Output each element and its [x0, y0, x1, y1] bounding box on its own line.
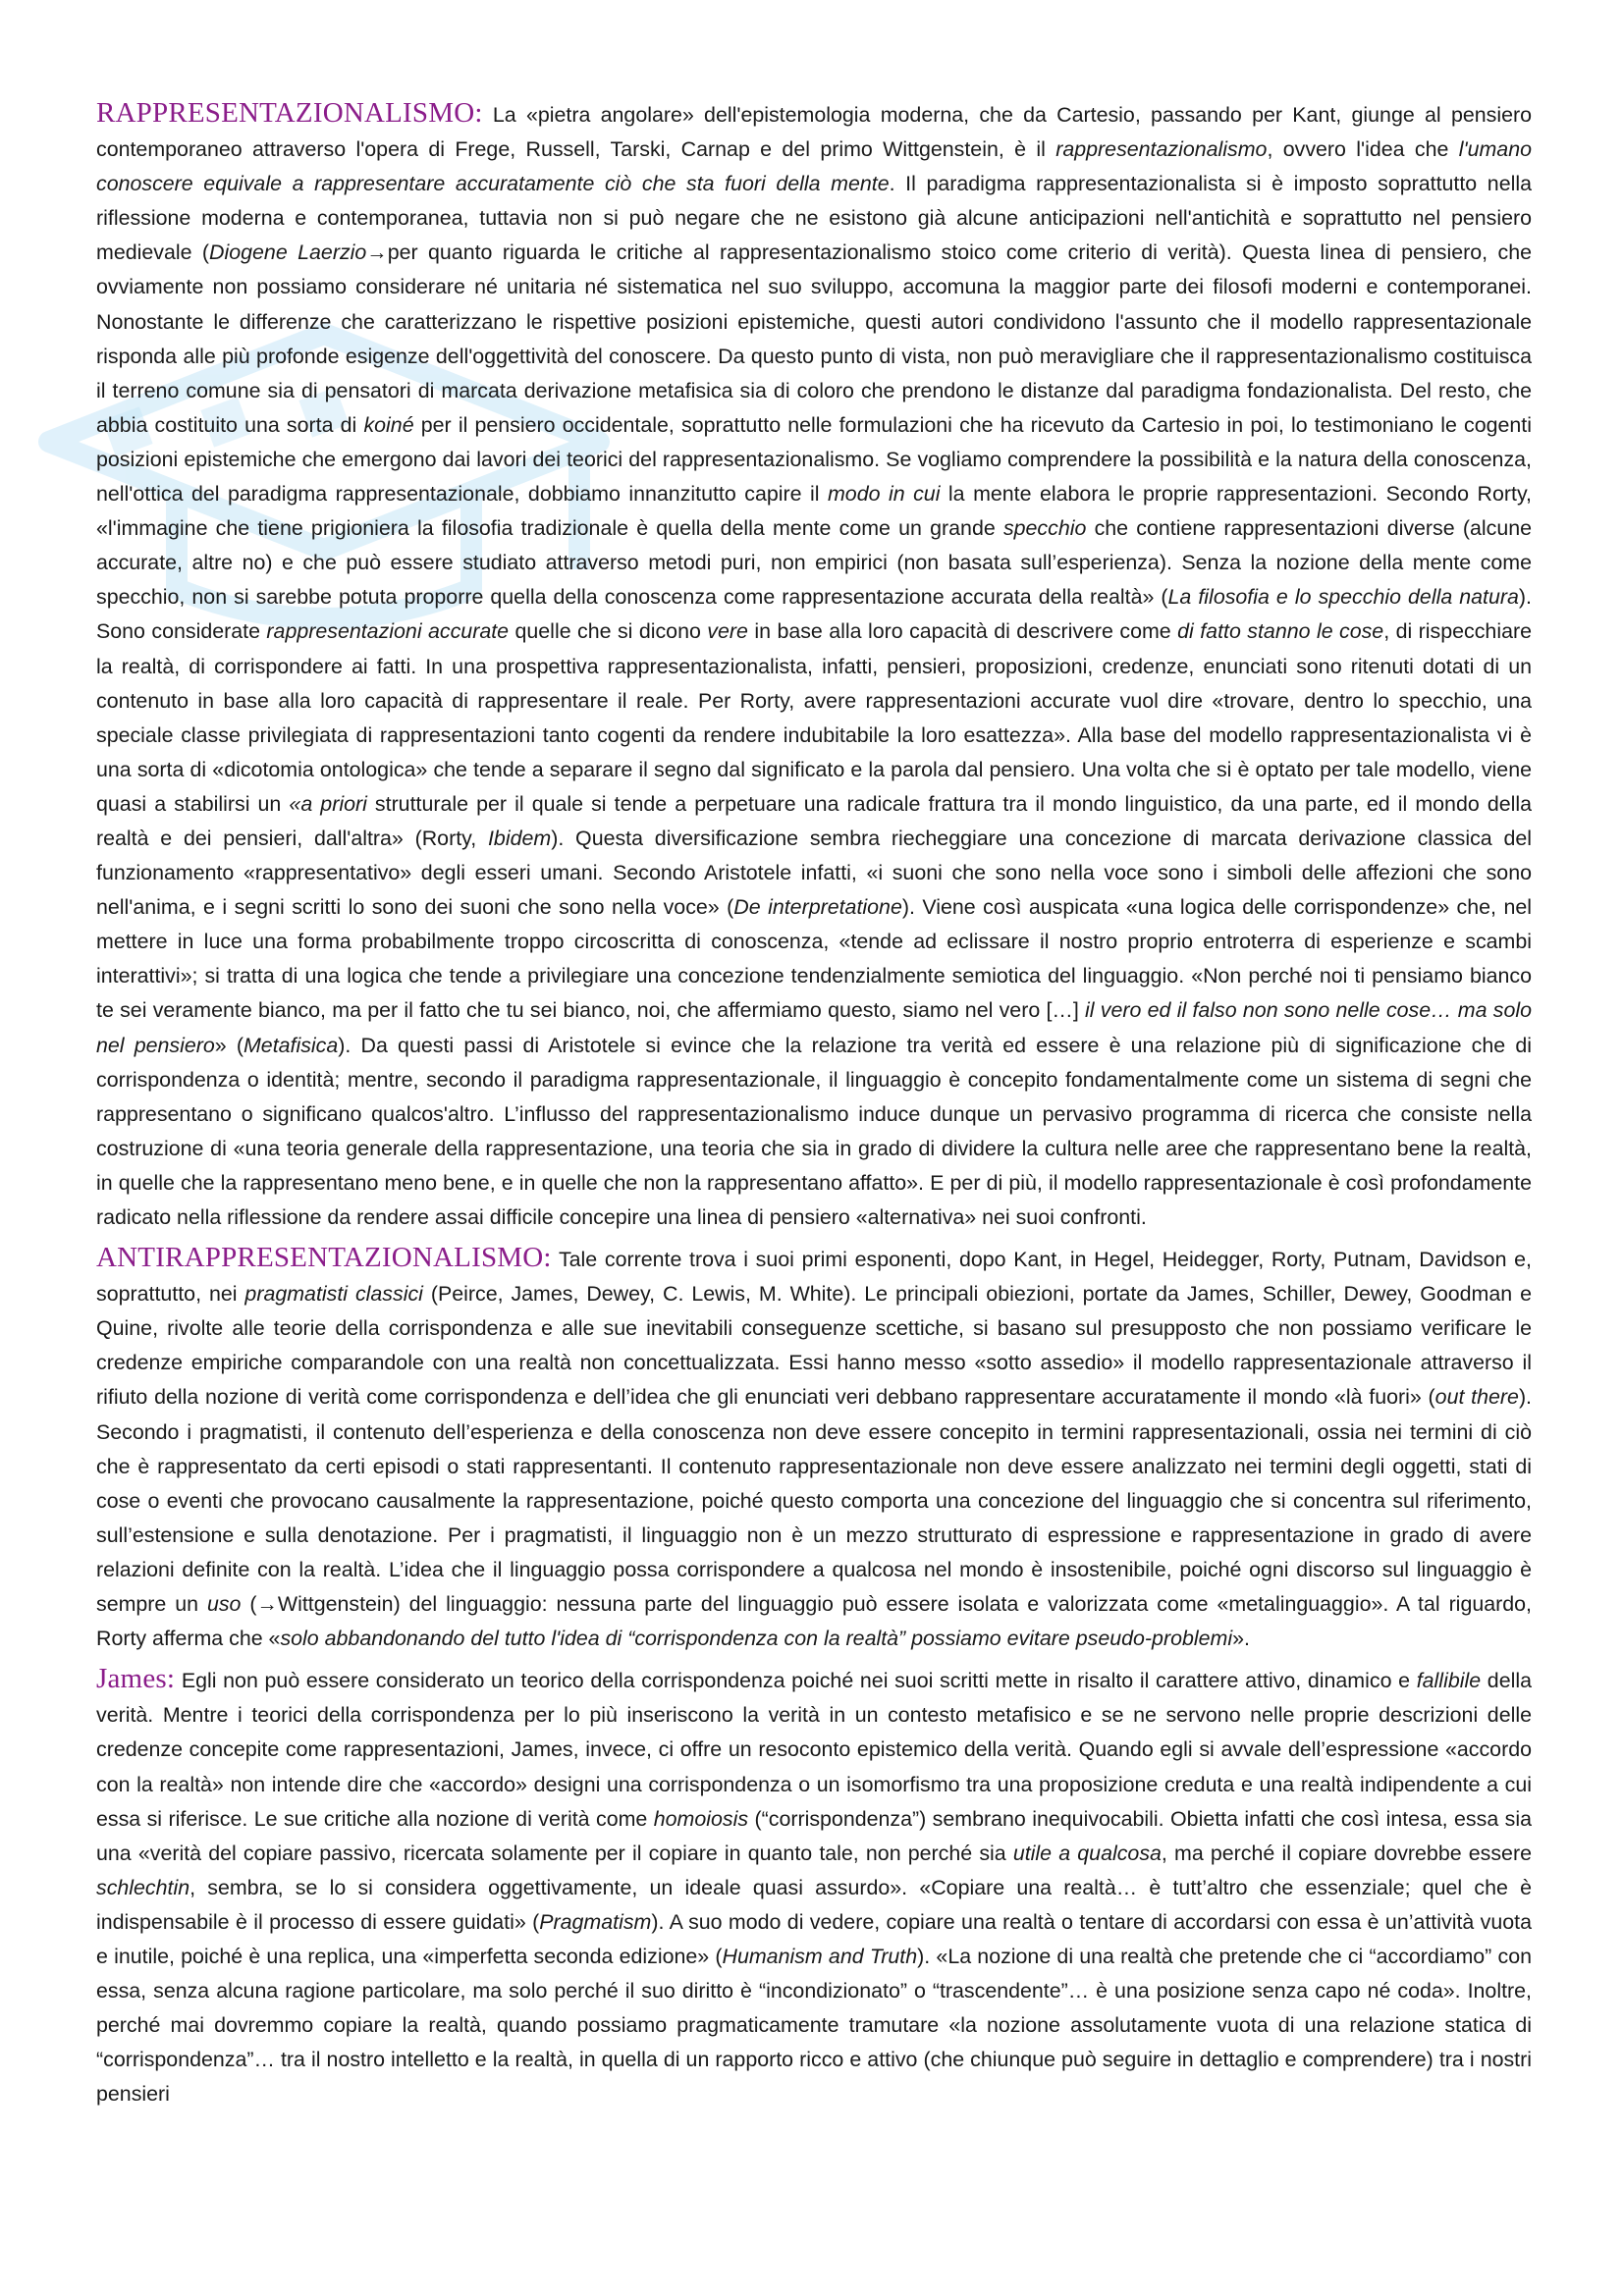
text-run: , sembra, se lo si considera oggettivamente, un ideale quasi assurdo». «Copiare una realtà… è tutt’altro che essenziale; quel che è indispensabile è il processo di essere guidati» ( [96, 1875, 1532, 1934]
section-rappresentazionalismo [96, 96, 1532, 1235]
text-run: (“corrispondenza”) sembrano inequivocabili. Obietta infatti che così intesa, essa sia una «verità del copiare passivo, ricercata solamente per il copiare in quanto tale, non perché sia [96, 1806, 1532, 1865]
text-run: , di rispecchiare la realtà, di corrispondere ai fatti. In una prospettiva rappresentazionalista, infatti, pensieri, proposizioni, credenze, enunciati sono ritenuti dotati di un contenuto in base alla loro capacità di rappresentare il reale. Per Rorty, avere rappresentazioni accurate vuol dire «trovare, dentro lo specchio, una speciale classe privilegiata di rappresentazioni tanto cogenti da rendere indubitabile la loro esattezza». Alla base del modello rappresentazionalista vi è una sorta di «dicotomia ontologica» che tende a separare il segno dal significato e la parola dal pensiero. Una volta che si è optato per tale modello, viene quasi a stabilirsi un [96, 619, 1532, 816]
text-run: ). Questa diversificazione sembra riecheggiare una concezione di marcata derivazione classica del funzionamento «rappresentativo» degli esseri umani. Secondo Aristotele infatti, «i suoni che sono nella voce sono i simboli delle affezioni che sono nell'anima, e i segni scritti lo sono dei suoni che sono nella voce» ( [96, 826, 1532, 920]
section-james [96, 1662, 1532, 2111]
text-run: ). Da questi passi di Aristotele si evince che la relazione tra verità ed essere è una relazione più di significazione che di corrispondenza o identità; mentre, secondo il paradigma rappresentazionale, il linguaggio è concepito fondamentalmente come un sistema di segni che rappresentano o significano qualcos'altro. L’influsso del rappresentazionalismo induce dunque un pervasivo programma di ricerca che consiste nella costruzione di «una teoria generale della rappresentazione, una teoria che sia in grado di dividere la cultura nelle aree che rappresentano bene la realtà, in quelle che la rappresentano meno bene, e in quelle che non la rappresentano affatto». E per di più, il modello rappresentazionale è così profondamente radicato nella riflessione da rendere assai difficile concepire una linea di pensiero «alternativa» nei suoi confronti. [96, 1033, 1532, 1229]
text-run: la mente elabora le proprie rappresentazioni. Secondo Rorty, «l'immagine che tiene prigioniera la filosofia tradizionale è quella della mente come un grande [96, 482, 1532, 541]
text-run: che contiene rappresentazioni diverse (alcune accurate, altre no) e che può essere studiato attraverso metodi puri, non empirici (non basata sull’esperienza). Senza la nozione della mente come specchio, non si sarebbe potuta proporre quella della conoscenza come rappresentazione accurata della realtà» ( [96, 516, 1533, 610]
text-run: ). Secondo i pragmatisti, il contenuto dell’esperienza e della conoscenza non deve essere concepito in termini rappresentazionali, ossia nei termini di ciò che è rappresentato da certi episodi o stati rappresentanti. Il contenuto rappresentazionale non deve essere analizzato nei termini degli oggetti, stati di cose o eventi che provocano causalmente la rappresentazione, poiché questo comporta una concezione del linguaggio che si concentra sul riferimento, sull’estensione e sulla denotazione. Per i pragmatisti, il linguaggio non è un mezzo strutturato di espressione e rappresentazione in grado di avere relazioni definite con la realtà. L’idea che il linguaggio possa corrispondere a qualcosa nel mondo è insostenibile, poiché ogni discorso sul linguaggio è sempre un [96, 1385, 1533, 1617]
italic-text-run: out there [1434, 1385, 1519, 1410]
italic-text-run: fallibile [1416, 1669, 1482, 1693]
section-heading: RAPPRESENTAZIONALISMO: [96, 97, 483, 129]
italic-text-run: specchio [1002, 516, 1087, 541]
italic-text-run: «a priori [289, 791, 367, 816]
text-run: strutturale per il quale si tende a perpetuare una radicale frattura tra il mondo linguistico, da una parte, ed il mondo della realtà e dei pensieri, dall'altra» (Rorty, [96, 791, 1533, 850]
text-run: . Il paradigma rappresentazionalista si è imposto soprattutto nella riflessione moderna e contemporanea, tuttavia non si può negare che ne esistono già alcune anticipazioni nell'antichità e soprattutto nel pensiero medievale ( [96, 172, 1532, 265]
document-body [96, 96, 1532, 2111]
italic-text-run: rappresentazionalismo [1055, 137, 1268, 162]
italic-text-run: di fatto stanno le cose [1177, 619, 1384, 644]
text-run: ). Sono considerate [96, 585, 1532, 644]
italic-text-run: modo in cui [827, 482, 941, 507]
section-heading: James: [96, 1663, 176, 1695]
italic-text-run: utile a qualcosa [1012, 1841, 1162, 1865]
italic-text-run: homoiosis [653, 1806, 749, 1831]
italic-text-run: uso [206, 1592, 242, 1617]
text-run: La «pietra angolare» dell'epistemologia moderna, che da Cartesio, passando per Kant, giunge al pensiero contemporaneo attraverso l'opera di Frege, Russell, Tarski, Carnap e del primo Wittgenstein, è il [96, 103, 1532, 162]
italic-text-run: pragmatisti classici [244, 1282, 423, 1307]
text-run: (Peirce, James, Dewey, C. Lewis, M. White). Le principali obiezioni, portate da James, Schiller, Dewey, Goodman e Quine, rivolte alle teorie della corrispondenza e alle sue inevitabili conseguenze scettiche, si basano sul presupposto che non possiamo verificare le credenze empiriche comparandole con una realtà non concettualizzata. Essi hanno messo «sotto assedio» il modello rappresentazionale attraverso il rifiuto della nozione di verità come corrispondenza e dell’idea che gli enunciati veri debbano rappresentare accuratamente il mondo «là fuori» ( [96, 1282, 1532, 1410]
section-antirappresentazionalismo [96, 1241, 1532, 1656]
text-run: » ( [214, 1033, 243, 1057]
text-run: per il pensiero occidentale, soprattutto nelle formulazioni che ha ricevuto da Cartesio in poi, lo testimoniano le cogenti posizioni epistemiche che emergono dai lavori dei teorici del rappresentazionalismo. Se vogliamo comprendere la possibilità e la natura della conoscenza, nell'ottica del paradigma rappresentazionale, dobbiamo innanzitutto capire il [96, 412, 1532, 507]
italic-text-run: vere [707, 619, 748, 644]
italic-text-run: Pragmatism [539, 1909, 652, 1934]
italic-text-run: La filosofia e lo specchio della natura [1167, 585, 1519, 610]
italic-text-run: l'umano conoscere equivale a rappresentare accuratamente ciò che sta fuori della mente [96, 137, 1532, 196]
italic-text-run: il vero ed il falso non sono nelle cose… ma solo nel pensiero [96, 998, 1532, 1057]
italic-text-run: rappresentazioni accurate [266, 619, 510, 644]
text-run: Egli non può essere considerato un teorico della corrispondenza poiché nei suoi scritti mette in risalto il carattere attivo, dinamico e [175, 1669, 1417, 1693]
section-heading: ANTIRAPPRESENTAZIONALISMO: [96, 1242, 552, 1274]
text-run: ). «La nozione di una realtà che pretende che ci “accordiamo” con essa, senza alcuna ragione particolare, ma solo perché il suo diritto è “incondizionato” o “trascendente”… è una posizione senza capo né coda». Inoltre, perché mai dovremmo copiare la realtà, quando possiamo pragmaticamente tramutare «la nozione assolutamente vuota di una relazione statica di “corrispondenza”… tra il nostro intelletto e la realtà, in quella di un rapporto ricco e attivo (che chiunque può seguire in dettaglio e comprendere) tra i nostri pensieri [96, 1944, 1532, 2107]
text-run: , ovvero l'idea che [1267, 137, 1459, 162]
text-run: , ma perché il copiare dovrebbe essere [1161, 1841, 1532, 1865]
text-run: →per quanto riguarda le critiche al rappresentazionalismo stoico come criterio di verità). Questa linea di pensiero, che ovviamente non possiamo considerare né unitaria né sistematica nel suo sviluppo, accomuna la maggior parte dei filosofi moderni e contemporanei. Nonostante le differenze che caratterizzano le rispettive posizioni epistemiche, questi autori condividono l'assunto che il modello rappresentazionale risponda alle più profonde esigenze dell'oggettività del conoscere. Da questo punto di vista, non può meravigliare che il rappresentazionalismo costituisca il terreno comune sia di pensatori di marcata derivazione metafisica sia di coloro che prendono le distanze dal paradigma fondazionalista. Del resto, che abbia costituito una sorta di [96, 240, 1532, 437]
italic-text-run: De interpretatione [733, 895, 902, 920]
italic-text-run: solo abbandonando del tutto l'idea di “corrispondenza con la realtà” possiamo evitare pseudo-problemi [280, 1627, 1233, 1651]
italic-text-run: Humanism and Truth [722, 1944, 918, 1968]
italic-text-run: koiné [363, 412, 414, 437]
text-run: della verità. Mentre i teorici della corrispondenza per lo più inseriscono la verità in un contesto metafisico e se ne servono nelle proprie descrizioni delle credenze concepite come rappresentazioni, James, invece, ci offre un resoconto epistemico della verità. Quando egli si avvale dell’espressione «accordo con la realtà» non intende dire che «accordo» designi una corrispondenza o un isomorfismo tra una proposizione creduta e una realtà indipendente a cui essa si riferisce. Le sue critiche alla nozione di verità come [96, 1669, 1532, 1831]
text-run: ). Viene così auspicata «una logica delle corrispondenze» che, nel mettere in luce una forma probabilmente troppo circoscritta di conoscenza, «tende ad eclissare il nostro proprio entroterra di esperienze e scambi interattivi»; si tratta di una logica che tende a privilegiare una concezione tendenzialmente semiotica del linguaggio. «Non perché noi ti pensiamo bianco te sei veramente bianco, ma per il fatto che tu sei bianco, noi, che affermiamo questo, siamo nel vero […] [96, 895, 1532, 1023]
italic-text-run: Metafisica [243, 1033, 339, 1057]
text-run: Tale corrente trova i suoi primi esponenti, dopo Kant, in Hegel, Heidegger, Rorty, Putnam, Davidson e, soprattutto, nei [96, 1248, 1532, 1307]
italic-text-run: Ibidem [487, 826, 552, 850]
italic-text-run: schlechtin [96, 1875, 190, 1899]
text-run: quelle che si dicono [509, 619, 708, 644]
text-run: ). A suo modo di vedere, copiare una realtà o tentare di accordarsi con essa è un’attività vuota e inutile, poiché è una replica, una «imperfetta seconda edizione» ( [96, 1909, 1532, 1968]
text-run: (→Wittgenstein) del linguaggio: nessuna parte del linguaggio può essere isolata e valorizzata come «metalinguaggio». A tal riguardo, Rorty afferma che « [96, 1592, 1532, 1651]
italic-text-run: Diogene Laerzio [209, 240, 367, 265]
text-run: ». [1232, 1627, 1250, 1651]
text-run: in base alla loro capacità di descrivere come [747, 619, 1178, 644]
